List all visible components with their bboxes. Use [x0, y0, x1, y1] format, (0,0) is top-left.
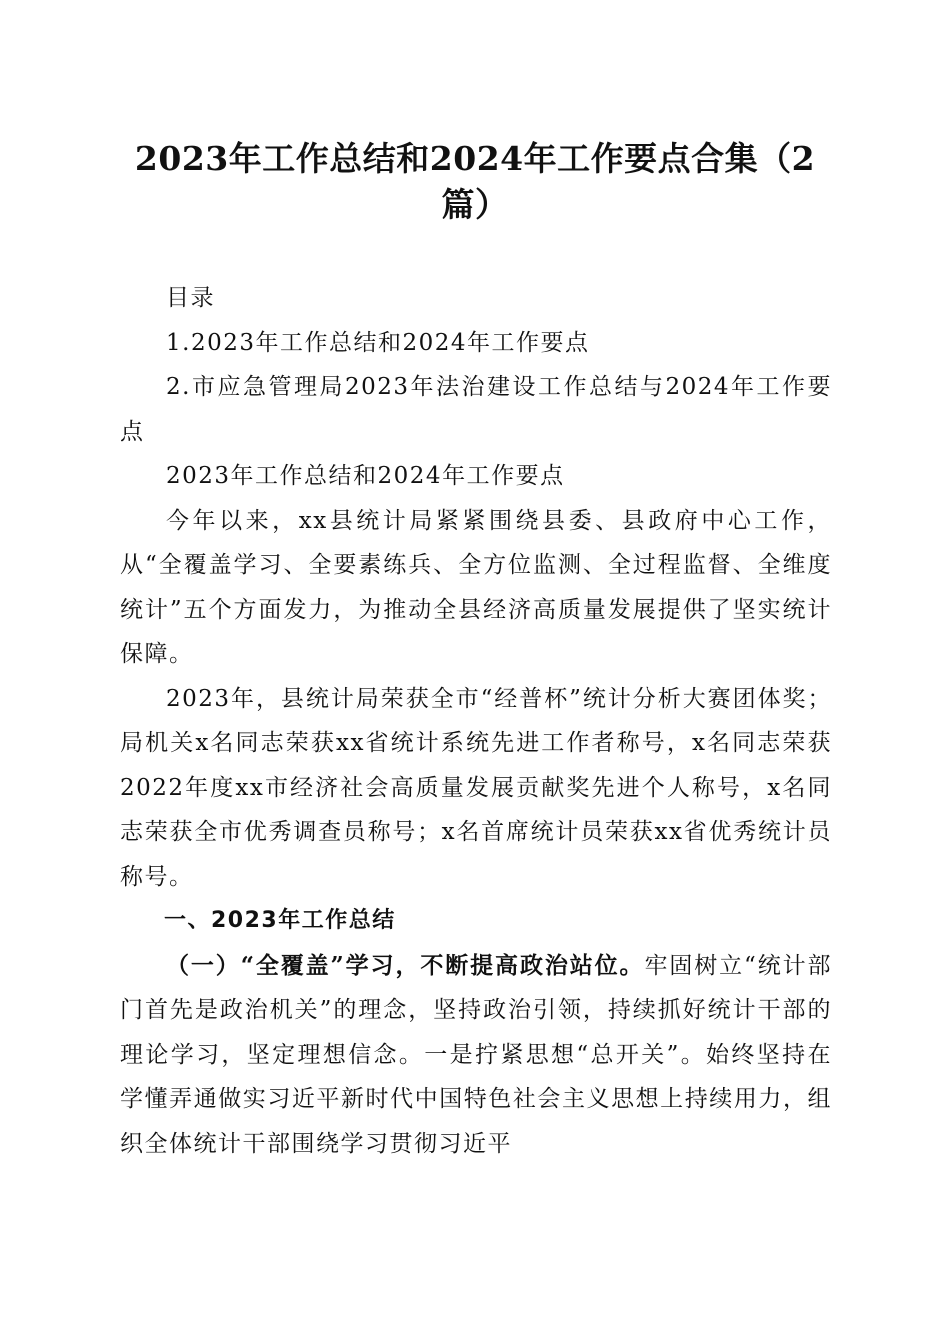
paragraph-intro: 今年以来，xx县统计局紧紧围绕县委、县政府中心工作，从“全覆盖学习、全要素练兵、全方位监测、全过程监督、全维度统计”五个方面发力，为推动全县经济高质量发展提供了坚实统计保障。 — [120, 507, 832, 667]
toc-item-1: 1.2023年工作总结和2024年工作要点 — [166, 329, 590, 356]
toc-item-2: 2.市应急管理局2023年法治建设工作总结与2024年工作要点 — [120, 374, 832, 445]
section-paragraph-lead: （一）“全覆盖”学习，不断提高政治站位。 — [166, 951, 645, 979]
section-paragraph — [120, 944, 832, 1167]
section-paragraph-rest: 牢固树立“统计部门首先是政治机关”的理念，坚持政治引领，持续抓好统计干部的理论学习，坚定理想信念。一是拧紧思想“总开关”。始终坚持在学懂弄通做实习近平新时代中国特色社会主义思想上持续用力，组织全体统计干部围绕学习贯彻习近平 — [120, 952, 832, 1157]
paragraph-awards: 2023年，县统计局荣获全市“经普杯”统计分析大赛团体奖；局机关x名同志荣获xx省统计系统先进工作者称号，x名同志荣获2022年度xx市经济社会高质量发展贡献奖先进个人称号，x名同志荣获全市优秀调查员称号；x名首席统计员荣获xx省优秀统计员称号。 — [120, 685, 832, 890]
section-heading: 一、2023年工作总结 — [164, 908, 396, 933]
document-body — [120, 276, 832, 1166]
toc-heading: 目录 — [166, 285, 215, 311]
article-title: 2023年工作总结和2024年工作要点 — [166, 463, 565, 489]
document-title: 2023年工作总结和2024年工作要点合集（2篇） — [134, 139, 816, 224]
